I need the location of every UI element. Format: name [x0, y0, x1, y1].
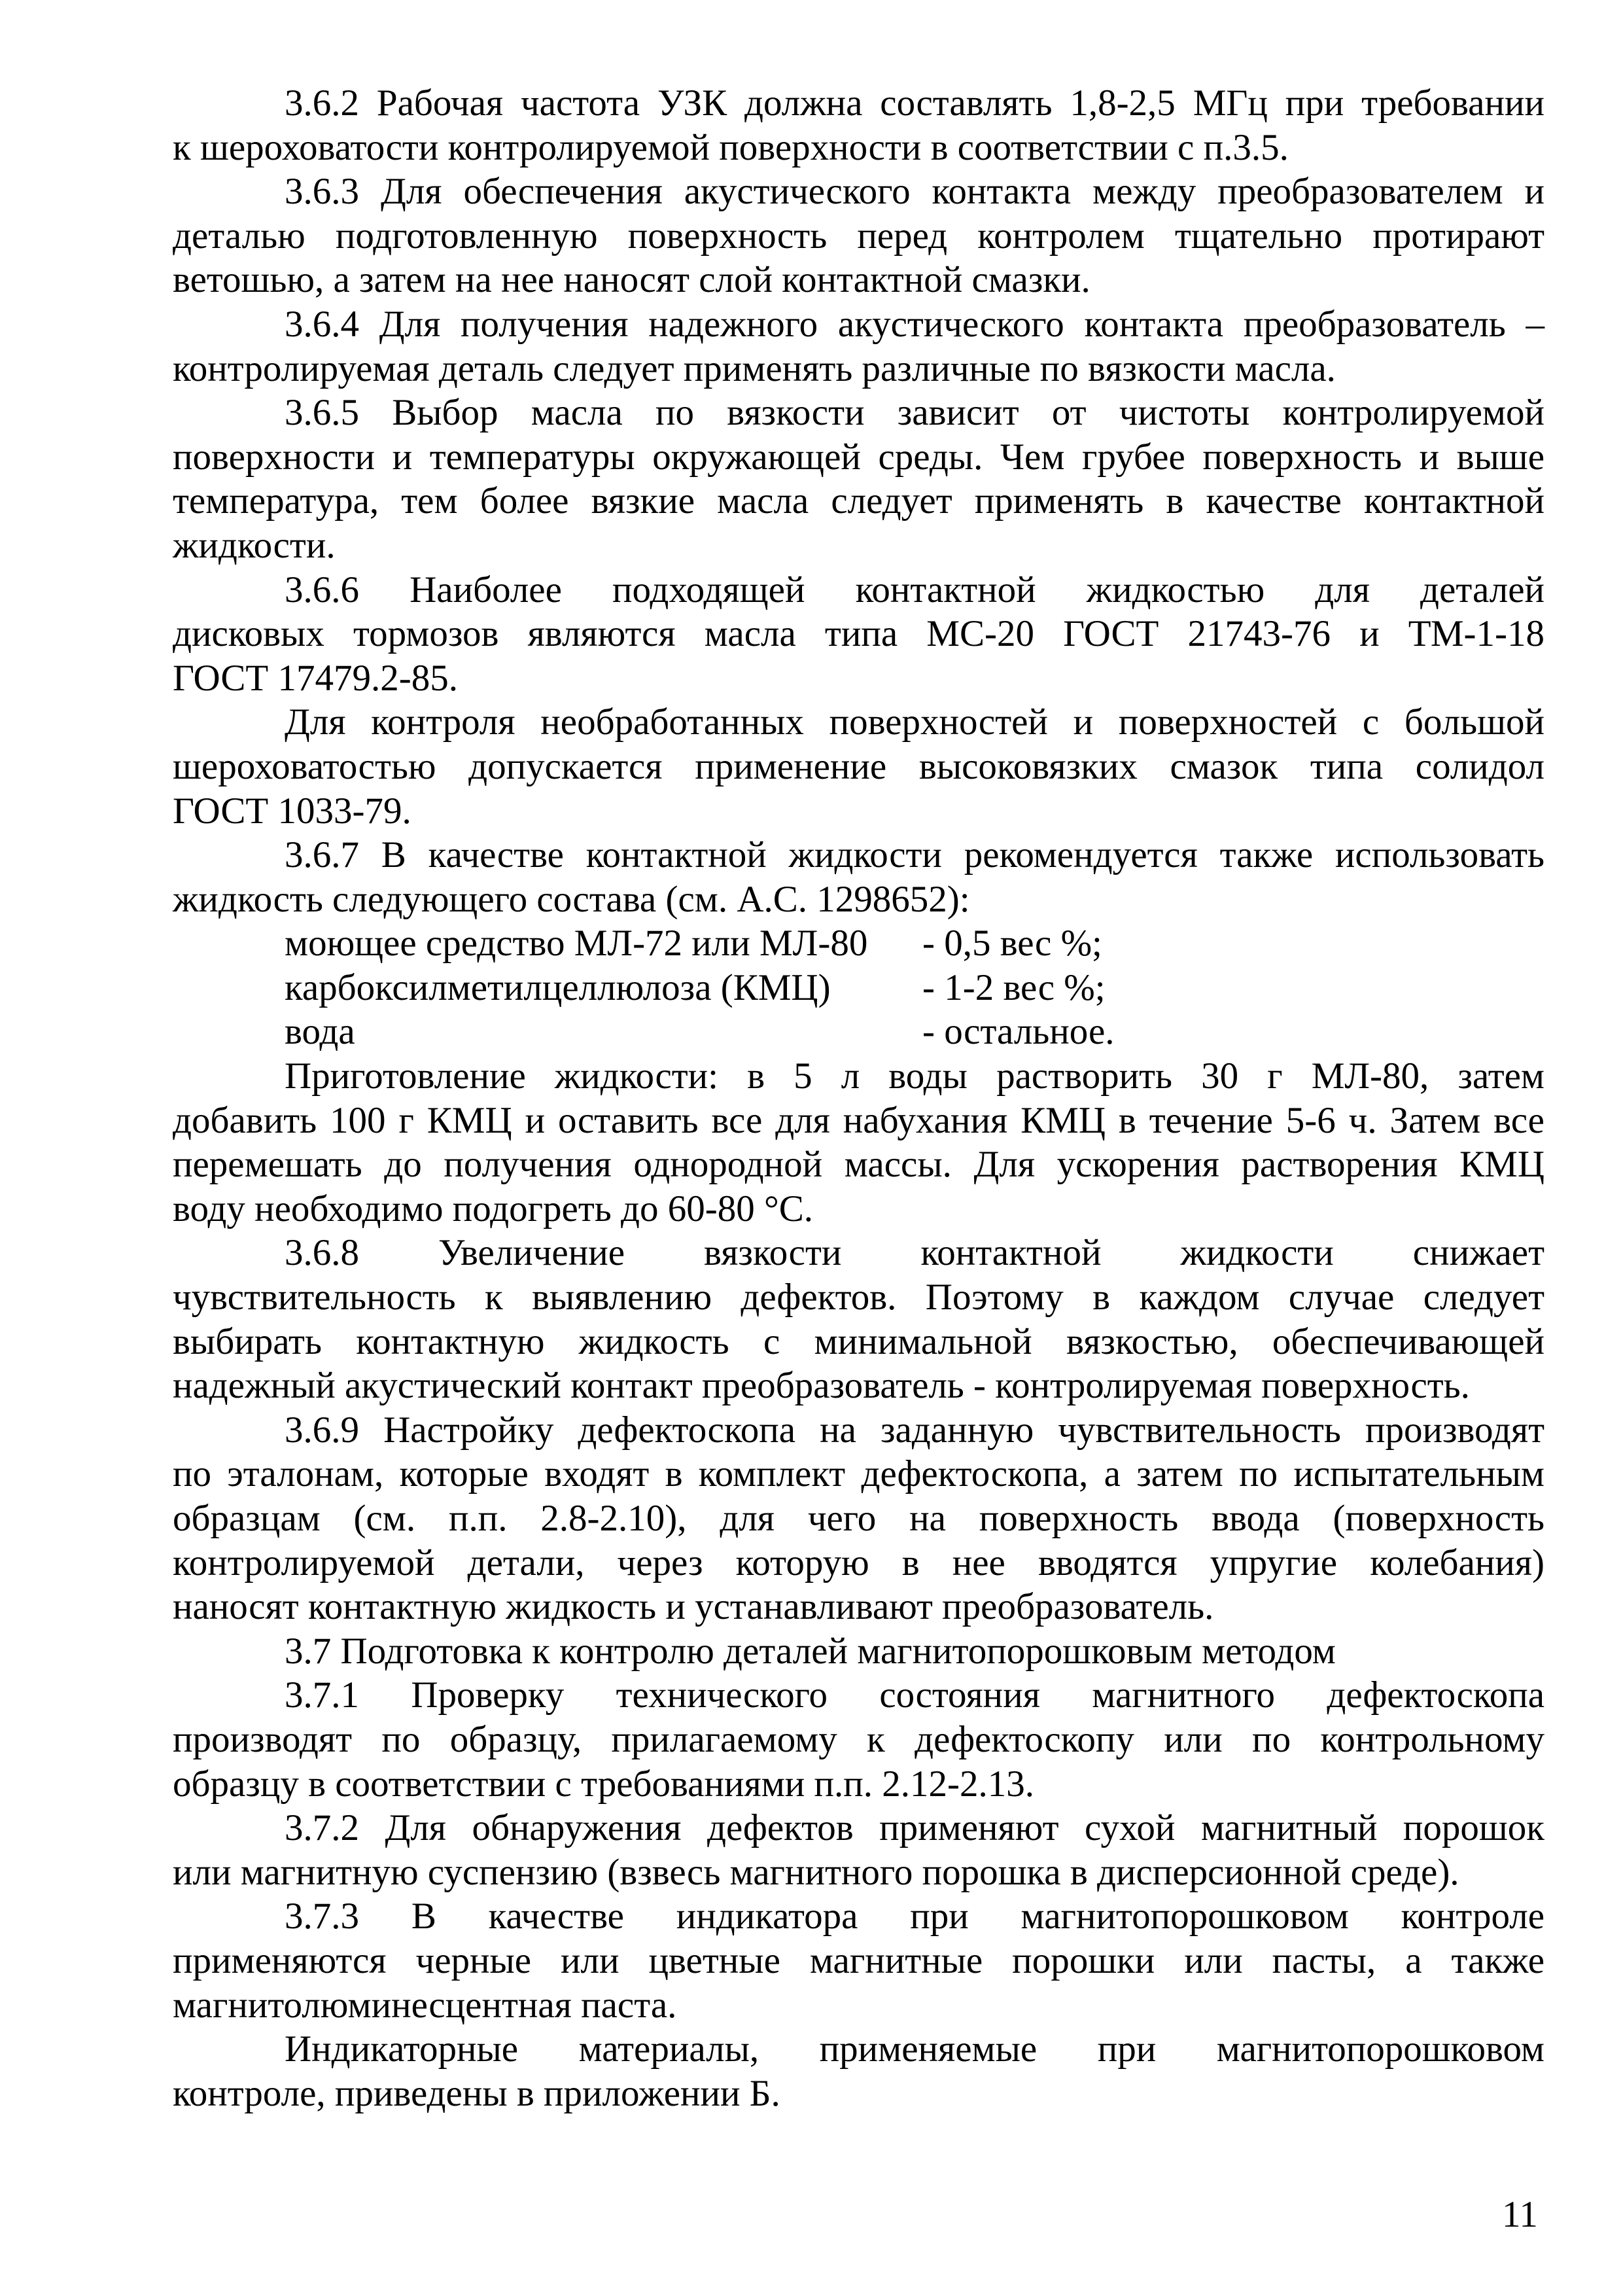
composition-table	[173, 921, 1544, 1054]
text-line: применяются черные или цветные магнитные порошки или пасты, а также	[173, 1939, 1544, 1981]
document-body	[173, 81, 1544, 2115]
text-line: 3.7.1 Проверку технического состояния магнитного дефектоскопа	[285, 1674, 1544, 1716]
text-line: 3.6.4 Для получения надежного акустического контакта преобразователь –	[285, 303, 1544, 345]
text-line: жидкости.	[173, 524, 336, 566]
paragraph	[173, 391, 1544, 567]
text-line: температура, тем более вязкие масла следует применять в качестве контактной	[173, 480, 1544, 522]
text-line: выбирать контактную жидкость с минимальной вязкостью, обеспечивающей	[173, 1320, 1544, 1362]
text-line: ветошью, а затем на нее наносят слой контактной смазки.	[173, 259, 1091, 301]
text-line: 3.6.5 Выбор масла по вязкости зависит от чистоты контролируемой	[285, 392, 1544, 434]
paragraph	[173, 169, 1544, 302]
paragraph	[173, 1231, 1544, 1407]
text-line: образцам (см. п.п. 2.8-2.10), для чего на поверхность ввода (поверхность	[173, 1498, 1544, 1539]
paragraph	[173, 1629, 1544, 1674]
text-line: контроле, приведены в приложении Б.	[173, 2072, 780, 2114]
page-number: 11	[1502, 2194, 1538, 2235]
paragraph	[173, 1673, 1544, 1806]
paragraph	[173, 568, 1544, 701]
component-name: моющее средство МЛ-72 или МЛ-80	[285, 923, 868, 964]
text-line: к шероховатости контролируемой поверхности в соответствии с п.3.5.	[173, 126, 1289, 168]
table-row	[173, 966, 1544, 1010]
component-amount: - 0,5 вес %;	[922, 923, 1102, 964]
text-line: по эталонам, которые входят в комплект дефектоскопа, а затем по испытательным	[173, 1453, 1544, 1495]
paragraph	[173, 81, 1544, 169]
text-line: Индикаторные материалы, применяемые при магнитопорошковом	[285, 2028, 1544, 2070]
paragraph	[173, 1408, 1544, 1629]
paragraph	[173, 2027, 1544, 2115]
text-line: или магнитную суспензию (взвесь магнитного порошка в дисперсионной среде).	[173, 1851, 1459, 1893]
text-line: 3.6.6 Наиболее подходящей контактной жидкостью для деталей	[285, 569, 1544, 610]
paragraph	[173, 833, 1544, 921]
text-line: ГОСТ 17479.2-85.	[173, 657, 458, 699]
paragraph	[173, 700, 1544, 833]
text-line: надежный акустический контакт преобразователь - контролируемая поверхность.	[173, 1365, 1470, 1407]
component-amount: - 1-2 вес %;	[922, 966, 1106, 1008]
paragraph	[173, 1054, 1544, 1231]
paragraph	[173, 1894, 1544, 2027]
text-line: Для контроля необработанных поверхностей и поверхностей с большой	[285, 701, 1544, 743]
text-line: деталью подготовленную поверхность перед контролем тщательно протирают	[173, 215, 1544, 256]
text-line: наносят контактную жидкость и устанавливают преобразователь.	[173, 1586, 1214, 1628]
text-line: дисковых тормозов являются масла типа МС-20 ГОСТ 21743-76 и ТМ-1-18	[173, 613, 1544, 655]
text-line: магнитолюминесцентная паста.	[173, 1984, 677, 2026]
component-amount: - остальное.	[922, 1011, 1115, 1053]
component-name: карбоксилметилцеллюлоза (КМЦ)	[285, 966, 831, 1008]
component-name: вода	[285, 1011, 355, 1053]
text-line: Приготовление жидкости: в 5 л воды растворить 30 г МЛ-80, затем	[285, 1055, 1544, 1097]
text-line: добавить 100 г КМЦ и оставить все для набухания КМЦ в течение 5-6 ч. Затем все	[173, 1099, 1544, 1141]
text-line: воду необходимо подогреть до 60-80 °С.	[173, 1188, 814, 1229]
text-line: 3.6.7 В качестве контактной жидкости рекомендуется также использовать	[285, 834, 1544, 876]
text-line: 3.7.2 Для обнаружения дефектов применяют сухой магнитный порошок	[285, 1807, 1544, 1849]
text-line: 3.6.3 Для обеспечения акустического контакта между преобразователем и	[285, 171, 1544, 213]
text-line: перемешать до получения однородной массы. Для ускорения растворения КМЦ	[173, 1144, 1544, 1186]
table-row	[173, 921, 1544, 966]
paragraph	[173, 1806, 1544, 1894]
text-line: образцу в соответствии с требованиями п.п. 2.12-2.13.	[173, 1763, 1035, 1805]
text-line: жидкость следующего состава (см. А.С. 1298652):	[173, 878, 970, 920]
text-line: 3.6.8 Увеличение вязкости контактной жидкости снижает	[285, 1232, 1544, 1274]
text-line: ГОСТ 1033-79.	[173, 790, 411, 832]
text-line: 3.7.3 В качестве индикатора при магнитопорошковом контроле	[285, 1896, 1544, 1937]
text-line: 3.6.2 Рабочая частота УЗК должна составлять 1,8-2,5 МГц при требовании	[285, 82, 1544, 124]
table-row	[173, 1010, 1544, 1054]
text-line: 3.6.9 Настройку дефектоскопа на заданную чувствительность производят	[285, 1409, 1544, 1451]
text-line: контролируемая деталь следует применять различные по вязкости масла.	[173, 347, 1336, 389]
text-line: шероховатостью допускается применение высоковязких смазок типа солидол	[173, 745, 1544, 787]
paragraph	[173, 302, 1544, 391]
text-line: поверхности и температуры окружающей среды. Чем грубее поверхность и выше	[173, 436, 1544, 478]
text-line: 3.7 Подготовка к контролю деталей магнитопорошковым методом	[285, 1630, 1336, 1672]
text-line: производят по образцу, прилагаемому к дефектоскопу или по контрольному	[173, 1718, 1544, 1760]
text-line: контролируемой детали, через которую в нее вводятся упругие колебания)	[173, 1542, 1544, 1583]
text-line: чувствительность к выявлению дефектов. Поэтому в каждом случае следует	[173, 1277, 1544, 1318]
